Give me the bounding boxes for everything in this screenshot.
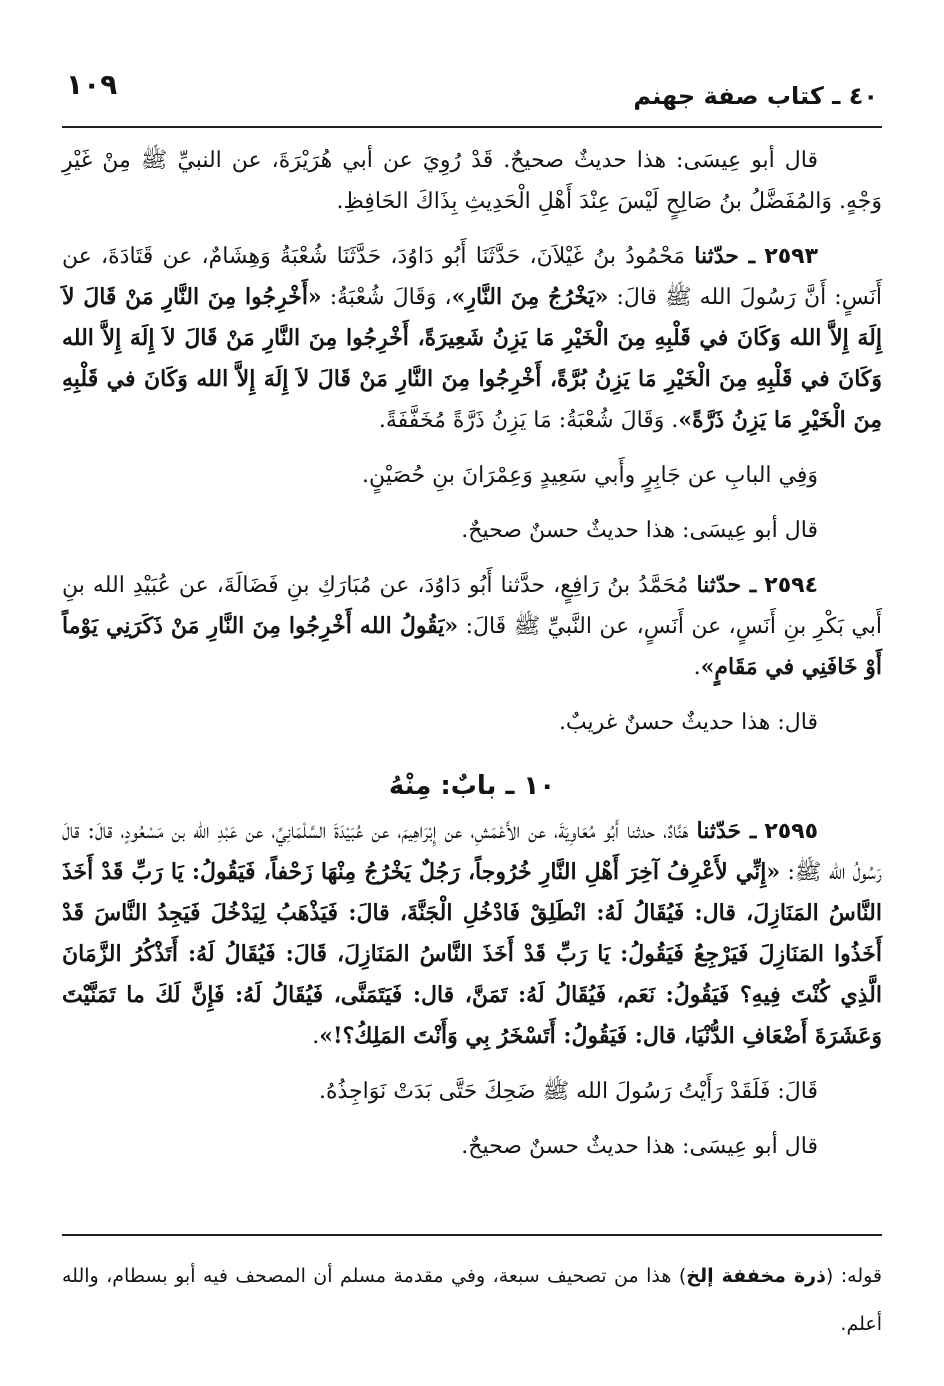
matn-quote: «يَخْرُجُ مِنَ النَّارِ» [451, 284, 609, 310]
hadith-number: ٢٥٩٤ [764, 573, 819, 598]
hadith-2595 [62, 811, 882, 1057]
haddathana-label: ـ حدّثنا [696, 572, 757, 598]
isnad-text: هَنَّادٌ، حدثنا أَبُو مُعَاوِيَةَ، عن الأَعْمَشِ، عن إِبْرَاهِيمَ، عن عُبَيْدَةَ السَّلْمَانِيِّ، عن عَبْدِ الله بن مَسْعُودٍ، قالَ: قالَ رَسُولُ الله ﷺ: [62, 819, 883, 885]
hadith-2593 [62, 236, 882, 441]
footnote [62, 1252, 882, 1348]
haddathana-label: ـ حَدّثنا [696, 818, 757, 844]
matn-quote: «يَقُولُ الله أَخْرِجُوا مِنَ النَّارِ مَنْ ذَكَرَنِي يَوْماً أَوْ خَافَنِي في مَقَامٍ» [62, 613, 882, 680]
haddathana-label: ـ حدّثنا [694, 243, 756, 269]
hadith-number: ٢٥٩٣ [764, 244, 819, 269]
section-title: ١٠ ـ بابٌ: مِنْهُ [388, 771, 556, 801]
footnote-rule [62, 1234, 882, 1236]
footnote-body: ) هذا من تصحيف سبعة، وفي مقدمة مسلم أن المصحف فيه أبو بسطام، والله أعلم. [62, 1265, 882, 1335]
page-header [62, 68, 882, 118]
paragraph-grading-2: قال أبو عِيسَى: هذا حديثٌ حسنٌ صحيحٌ. [461, 518, 818, 543]
paragraph-grading-3: قال: هذا حديثٌ حسنٌ غريبٌ. [558, 710, 818, 735]
main-text [62, 140, 882, 1167]
hadith-tail: . [693, 655, 701, 680]
paragraph-bab: وَفِي البابِ عن جَابِرٍ وأَبي سَعِيدٍ وَعِمْرَانَ بنِ حُصَيْنٍ. [362, 463, 818, 488]
paragraph-grading-4: قال أبو عِيسَى: هذا حديثٌ حسنٌ صحيحٌ. [461, 1134, 818, 1159]
page-number: ١٠٩ [66, 68, 118, 101]
isnad-text: مَحْمُودُ بنُ غَيْلاَنَ، حَدَّثَنَا أَبُو دَاوُدَ، حَدَّثَنَا شُعْبَةُ وَهِشَامٌ، عن قَتَادَةَ، عن أَنَسٍ: أَنَّ رَسُولَ الله ﷺ قالَ: [62, 244, 882, 310]
matn-quote: «أَخْرِجُوا مِنَ النَّارِ مَنْ قَالَ لاَ إِلَهَ إِلاَّ الله وَكَانَ في قَلْبِهِ مِنَ الْخَيْرِ مَا يَزِنُ شَعِيرَةً، أَخْرِجُوا مِنَ النَّارِ مَنْ قَالَ لاَ إِلَهَ إِلاَّ الله وَكَانَ في قَلْبِهِ مِنَ الْخَيْرِ مَا يَزِنُ بُرَّةً، أَخْرِجُوا مِنَ النَّارِ مَنْ قَالَ لاَ إِلَهَ إِلاَّ الله وَكَانَ في قَلْبِهِ مِنَ الْخَيْرِ مَا يَزِنُ ذَرَّةً» [62, 284, 882, 433]
hadith-number: ٢٥٩٥ [764, 819, 819, 844]
hadith-2594 [62, 565, 882, 688]
hadith-tail: . وَقَالَ شُعْبَةُ: مَا يَزِنُ ذَرَّةً مُخَفَّفَةً. [378, 408, 679, 433]
paragraph-dahika: قَالَ: فَلَقَدْ رَأَيْتُ رَسُولَ الله ﷺ ضَحِكَ حَتَّى بَدَتْ نَوَاجِذُهُ. [318, 1079, 818, 1104]
header-rule [62, 126, 882, 128]
paragraph-grading-1: قال أبو عِيسَى: هذا حديثٌ صحيحٌ. قَدْ رُوِيَ عن أبي هُرَيْرَةَ، عن النبيِّ ﷺ مِنْ غَيْرِ وَجْهٍ. وَالمُفَضَّلُ بنُ صَالِحٍ لَيْسَ عِنْدَ أَهْلِ الْحَدِيثِ بِذَاكَ الحَافِظِ. [62, 148, 882, 214]
running-head: ٤٠ ـ كتاب صفة جهنم [633, 82, 878, 110]
isnad-text: مُحَمَّدُ بنُ رَافِعٍ، حدَّثنا أَبُو دَاوُدَ، عن مُبَارَكِ بنِ فَضَالَةَ، عن عُبَيْدِ الله بنِ أَبي بَكْرِ بنِ أَنَسٍ، عن أَنَسٍ، عن النَّبيِّ ﷺ قَالَ: [62, 573, 882, 639]
isnad-text: ، وَقَالَ شُعْبَةُ: [329, 285, 452, 310]
footnote-prefix: قوله: ( [825, 1265, 883, 1287]
hadith-tail: . [312, 1024, 320, 1049]
matn-quote: «إِنِّي لأَعْرِفُ آخِرَ أَهْلِ النَّارِ خُرُوجاً، رَجُلٌ يَخْرُجُ مِنْهَا زَحْفاً، فَيَقُولُ: يَا رَبِّ قَدْ أَخَذَ النَّاسُ المَنَازِلَ، قال: فَيُقَالُ لَهُ: انْطَلِقْ فَادْخُلِ الْجَنَّةَ، قالَ: فَيَذْهَبُ لِيَدْخُلَ فَيَجِدُ النَّاسَ قَدْ أَخَذُوا المَنَازِلَ فَيَرْجِعُ فَيَقُولُ: يَا رَبِّ قَدْ أَخَذَ النَّاسُ المَنَازِلَ، قَالَ: فَيُقَالُ لَهُ: أَتَذْكُرُ الزَّمَانَ الَّذِي كُنْتَ فِيهِ؟ فَيَقُولُ: نَعَم، فَيُقَالُ لَهُ: تَمَنَّ، قال: فَيَتَمَنَّى، فَيُقَالُ لَهُ: فَإِنَّ لَكَ ما تَمَنَّيْتَ وَعَشَرَةَ أَضْعَافِ الدُّنْيَا، قال: فَيَقُولُ: أَتَسْخَرُ بِي وَأَنْتَ المَلِكُ؟!» [62, 859, 882, 1049]
footnote-term: ذرة مخففة إلخ [686, 1265, 826, 1287]
